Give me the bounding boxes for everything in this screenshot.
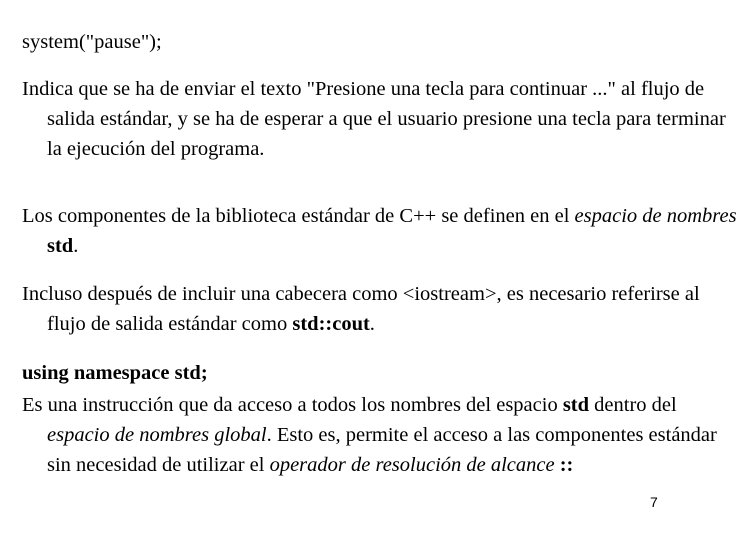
std-bold: std [47, 235, 74, 257]
pause-description: Indica que se ha de enviar el texto "Presione una tecla para continuar ..." al flujo de salida estándar, y se ha de esperar a que el usuario presione una tecla para terminar la ejecución del programa. [22, 78, 726, 160]
using-italic-1: espacio de nombres global [47, 424, 267, 446]
using-bold-1: std [562, 394, 590, 416]
cout-text-2: . [369, 313, 375, 335]
using-text-1: Es una instrucción que da acceso a todos los nombres del espacio [22, 394, 563, 416]
cout-text-1: Incluso después de incluir una cabecera como <iostream>, es necesario referirse al flujo de salida estándar como [22, 283, 700, 335]
cout-bold: std::cout [292, 313, 370, 335]
using-text-2: dentro del [589, 394, 677, 416]
cout-paragraph [22, 279, 737, 339]
code-line: system("pause"); [22, 31, 162, 53]
using-italic-2: operador de resolución de alcance [269, 454, 555, 476]
std-text-3: . [73, 235, 79, 257]
std-italic: espacio de nombres [574, 205, 737, 227]
using-bold-2: :: [559, 454, 574, 476]
using-text-3: . Esto es, permite el acceso a las componentes estándar sin necesidad de utilizar el [47, 424, 717, 476]
page-number: 7 [650, 494, 658, 510]
std-text-1: Los componentes de la biblioteca estándar de C++ se definen en el [22, 205, 575, 227]
using-paragraph [22, 390, 737, 480]
using-heading: using namespace std; [22, 362, 208, 384]
std-paragraph [22, 201, 737, 261]
